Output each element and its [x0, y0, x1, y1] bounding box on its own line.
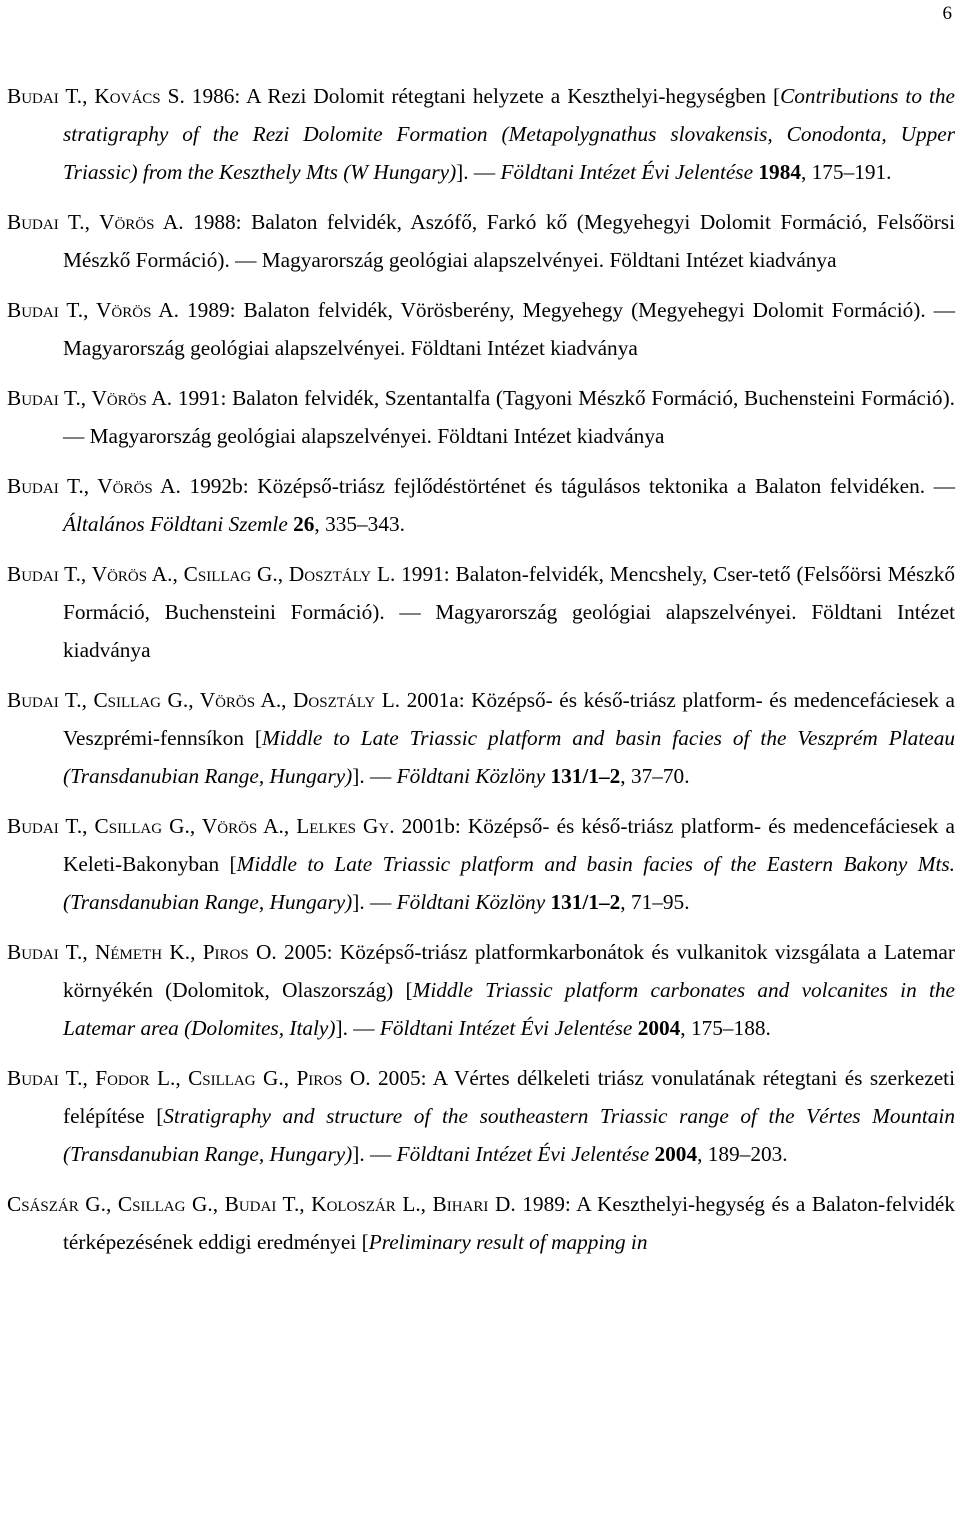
- reference-italic-text: Földtani Közlöny: [396, 764, 546, 788]
- reference-authors: Budai T., Fodor L., Csillag G., Piros O.: [7, 1066, 371, 1090]
- reference-text: 1991: Balaton felvidék, Szentantalfa (Tagyoni Mészkő Formáció, Buchensteini Formáció). — Magyarország geológiai alapszelvényei. Földtani Intézet kiadványa: [63, 386, 955, 448]
- reference-italic-text: Middle Triassic platform carbonates and volcanites in the Latemar area (Dolomites, Italy): [63, 978, 955, 1040]
- reference-italic-text: Földtani Intézet Évi Jelentése: [500, 160, 754, 184]
- reference-text: 1989: A Keszthelyi-hegység és a Balaton-felvidék térképezésének eddigi eredményei [: [63, 1192, 955, 1254]
- reference-authors: Budai T., Vörös A., Csillag G., Dosztály L.: [7, 562, 396, 586]
- reference-entry: [7, 933, 955, 1047]
- reference-volume: 2004: [637, 1016, 681, 1040]
- reference-entry: [7, 555, 955, 669]
- page-number: 6: [942, 3, 952, 24]
- reference-italic-text: Middle to Late Triassic platform and basin facies of the Veszprém Plateau (Transdanubian Range, Hungary): [63, 726, 955, 788]
- reference-entry: [7, 1185, 955, 1261]
- reference-text: 1991: Balaton-felvidék, Mencshely, Cser-tető (Felsőörsi Mészkő Formáció, Buchensteini Formáció). — Magyarország geológiai alapszelvényei. Földtani Intézet kiadványa: [63, 562, 955, 662]
- reference-text: 2001a: Középső- és késő-triász platform- és medencefáciesek a Veszprémi-fennsíkon [: [63, 688, 956, 750]
- reference-authors: Budai T., Vörös A.: [7, 474, 181, 498]
- reference-volume: 131/1–2: [550, 764, 621, 788]
- reference-italic-text: Földtani Közlöny: [396, 890, 546, 914]
- reference-text: ]. —: [352, 764, 397, 788]
- reference-entry: [7, 681, 955, 795]
- reference-text: 1989: Balaton felvidék, Vörösberény, Megyehegy (Megyehegyi Dolomit Formáció). — Magyarország geológiai alapszelvényei. Földtani Intézet kiadványa: [63, 298, 956, 360]
- reference-authors: Budai T., Vörös A.: [7, 298, 179, 322]
- reference-authors: Budai T., Csillag G., Vörös A., Lelkes Gy.: [7, 814, 395, 838]
- reference-entry: [7, 807, 955, 921]
- reference-italic-text: Preliminary result of mapping in: [368, 1230, 648, 1254]
- reference-list: [7, 77, 955, 1273]
- reference-text: , 71–95.: [620, 890, 690, 914]
- reference-text: 2001b: Középső- és késő-triász platform- és medencefáciesek a Keleti-Bakonyban [: [63, 814, 955, 876]
- reference-text: , 175–191.: [800, 160, 892, 184]
- reference-text: 2005: Középső-triász platformkarbonátok és vulkanitok vizsgálata a Latemar környékén (Dolomitok, Olaszország) [: [63, 940, 955, 1002]
- reference-entry: [7, 1059, 955, 1173]
- reference-volume: 26: [293, 512, 315, 536]
- reference-authors: Budai T., Vörös A.: [7, 210, 184, 234]
- reference-text: 1988: Balaton felvidék, Aszófő, Farkó kő (Megyehegyi Dolomit Formáció, Felsőörsi Mészkő Formáció). — Magyarország geológiai alapszelvényei. Földtani Intézet kiadványa: [63, 210, 955, 272]
- reference-volume: 131/1–2: [550, 890, 621, 914]
- reference-authors: Császár G., Csillag G., Budai T., Koloszár L., Bihari D.: [7, 1192, 516, 1216]
- reference-text: , 37–70.: [620, 764, 690, 788]
- reference-volume: 2004: [654, 1142, 698, 1166]
- reference-italic-text: Földtani Intézet Évi Jelentése: [396, 1142, 650, 1166]
- reference-italic-text: Contributions to the stratigraphy of the Rezi Dolomite Formation (Metapolygnathus slovakensis, Conodonta, Upper Triassic) from the Keszthely Mts (W Hungary): [63, 84, 955, 184]
- reference-authors: Budai T., Németh K., Piros O.: [7, 940, 277, 964]
- reference-text: ]. —: [335, 1016, 380, 1040]
- reference-text: , 189–203.: [697, 1142, 788, 1166]
- reference-italic-text: Földtani Intézet Évi Jelentése: [379, 1016, 633, 1040]
- reference-authors: Budai T., Kovács S.: [7, 84, 185, 108]
- reference-italic-text: Middle to Late Triassic platform and basin facies of the Eastern Bakony Mts. (Transdanubian Range, Hungary): [63, 852, 955, 914]
- reference-entry: [7, 467, 955, 543]
- reference-italic-text: Általános Földtani Szemle: [63, 512, 288, 536]
- reference-entry: [7, 203, 955, 279]
- reference-entry: [7, 77, 955, 191]
- reference-text: 2005: A Vértes délkeleti triász vonulatának rétegtani és szerkezeti felépítése [: [63, 1066, 955, 1128]
- reference-text: ]. —: [352, 890, 397, 914]
- reference-text: , 175–188.: [680, 1016, 771, 1040]
- reference-text: 1992b: Középső-triász fejlődéstörténet és tágulásos tektonika a Balaton felvidéken. —: [180, 474, 955, 498]
- reference-text: ]. —: [352, 1142, 397, 1166]
- reference-volume: 1984: [758, 160, 801, 184]
- reference-text: , 335–343.: [314, 512, 405, 536]
- reference-text: ]. —: [456, 160, 501, 184]
- reference-entry: [7, 291, 955, 367]
- reference-italic-text: Stratigraphy and structure of the southeastern Triassic range of the Vértes Mountain (Transdanubian Range, Hungary): [63, 1104, 955, 1166]
- reference-text: 1986: A Rezi Dolomit rétegtani helyzete a Keszthelyi-hegységben [: [184, 84, 781, 108]
- reference-authors: Budai T., Vörös A.: [7, 386, 173, 410]
- reference-entry: [7, 379, 955, 455]
- reference-authors: Budai T., Csillag G., Vörös A., Dosztály L.: [7, 688, 401, 712]
